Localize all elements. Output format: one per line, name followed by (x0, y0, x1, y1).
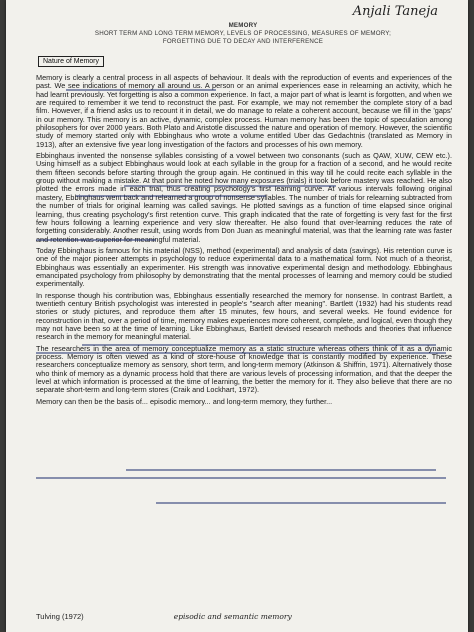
paragraph: The researchers in the area of memory conceptualize memory as a static structure whereas others think of it as a dynamic process. Memory is often viewed as a kind of store-house of knowledge that is constantly modified by experience. These researchers conceptualize memory as sensory, short term, and long-term memory (Atkinson & Shiffrin, 1971). Alternatively those who think of memory as a dynamic process hold that there are various levels of processing information, and that the deeper the level at which information is processed at the time of learning, the better the memory for it. They also believe that there are no separate short-term and long-term stores (Craik and Lockhart, 1972). (36, 343, 452, 395)
section-heading: Nature of Memory (38, 56, 104, 67)
handwritten-note: episodic and semantic memory (173, 612, 292, 621)
title-line: MEMORY (228, 22, 258, 29)
pen-underline-marks (6, 0, 468, 632)
document-page (6, 0, 468, 632)
title-line: SHORT TERM AND LONG TERM MEMORY, LEVELS OF PROCESSING, MEASURES OF MEMORY; (94, 30, 392, 37)
paragraph: Memory can then be the basis of... episodic memory... and long-term memory, they further... (36, 396, 333, 406)
paragraph: Memory is clearly a central process in all aspects of behaviour. It deals with the reproduction of events and experiences of the past. We see indications of memory all around us. A person or an animal experiences ease in relearning an activity, which he had learnt previously. Yet forgetting is also a common experience. In fact, a major part of what is learnt is forgotten, and when we are required to remember it we tend to reconstruct the past. For example, we may not remember the complete story of a bad film. However, if a friend asks us to recount it in detail, we do manage to relate a coherent account, because we fill in the 'gaps' in our memory. This memory is an active, dynamic, complex process. Human memory has been the topic of speculation among philosophers for over 2000 years. Both Plato and Aristotle discussed the nature and operation of memory. However, the scientific study of memory started only with Ebbinghaus who wrote a volume entitled Uber das Gedachtnis (translated as Memory in 1913), after an extensive five year long investigation of the factors and processes of his own memory. (36, 73, 452, 149)
paragraph: Today Ebbinghaus is famous for his material (NSS), method (experimental) and analysis of data (savings). His retention curve is one of the major pioneer attempts in psychology to reduce experimental data to a mathematical form. Not much of a theorist, Ebbinghaus was essentially an experimenter. His strength was innovative experimental design and methodology. Ebbinghaus emancipated psychology from philosophy by demonstrating that the mental processes of learning and memory could be studied experimentally. (36, 245, 452, 289)
citation-text: Tulving (1972) (36, 612, 84, 621)
author-signature: Anjali Taneja (352, 4, 438, 19)
title-line: FORGETTING DUE TO DECAY AND INTERFERENCE (162, 38, 324, 45)
paragraph: In response though his contribution was, Ebbinghaus essentially researched the memory for nonsense. In contrast Bartlett, a twentieth century British psychologist was interested in people's "search after meaning". Bartlett (1932) had his students read stories or study pictures, and reproduce them after 15 minutes, few hours, and several weeks. He found evidence for reconstruction in that, over a period of time, memory makes experiences more coherent, complete, and logical, even though they may not have been so at the time of learning. Like Ebbinghaus, Bartlett devised research methods and theories that influence research in the memory for meaningful material. (36, 290, 452, 342)
paragraph: Ebbinghaus invented the nonsense syllables consisting of a vowel between two consonants (such as QAW, XUW, CEW etc.). Using himself as a subject Ebbinghaus would look at each syllable in the group for a fraction of a second, and he would recite them fifteen seconds before starting through the group again. He continued in this way till he could recite each syllable in the group without making a mistake. At that point he noted how many exposures (trials) it took before mastery was reached. He also plotted the errors made in each trial, thus creating psychology's first learning curve. At various intervals following original mastery, Ebbinghaus went back and relearned a group of nonsense syllables. The number of trials for relearning subtracted from the number of trials for original learning was called savings. He plotted savings as a function of time elapsed since original learning, thus creating psychology's first retention curve. This graph indicated that the rate of forgetting is very fast for the first few hours following a learning experience and very slow thereafter. He also found that over-learning reduces the rate of forgetting considerably. Another result, using words from Don Juan as meaningful material, was that the learning rate was faster and retention was superior for meaningful material. (36, 151, 452, 244)
